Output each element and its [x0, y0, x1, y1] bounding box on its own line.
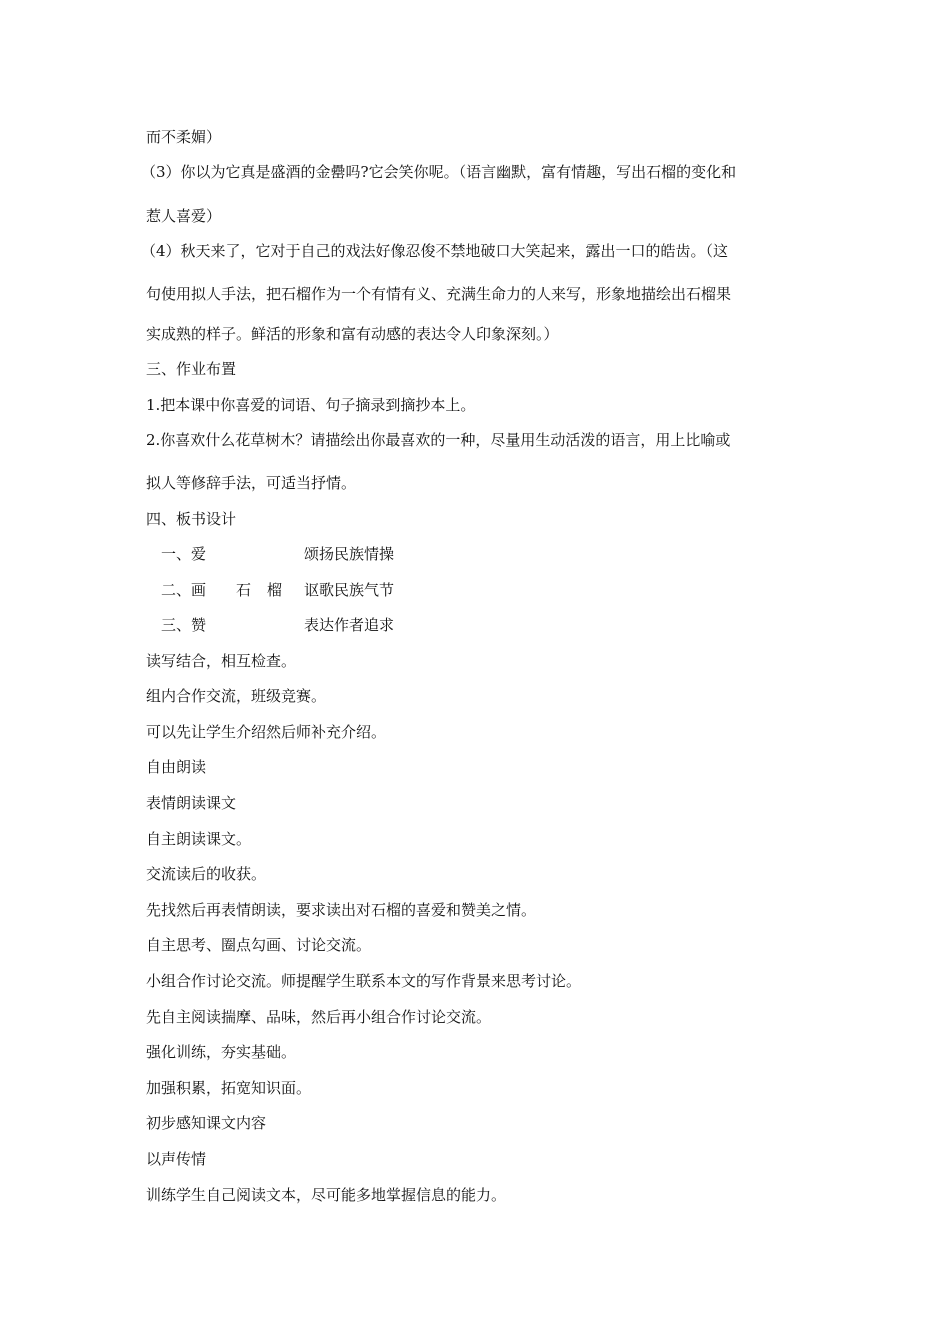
note-line: 表情朗读课文: [146, 794, 237, 812]
note-line: 加强积累，拓宽知识面。: [146, 1079, 312, 1097]
note-line: 先找然后再表情朗读，要求读出对石榴的喜爱和赞美之情。: [146, 901, 537, 919]
section-heading: 三、作业布置: [146, 360, 237, 378]
paragraph-line: （4）秋天来了，它对于自己的戏法好像忍俊不禁地破口大笑起来，露出一口的皓齿。（这: [141, 242, 729, 260]
paragraph-line: （3）你以为它真是盛酒的金罍吗?它会笑你呢。（语言幽默，富有情趣，写出石榴的变化和: [141, 163, 737, 181]
paragraph-line: 而不柔媚）: [146, 128, 222, 146]
note-line: 可以先让学生介绍然后师补充介绍。: [146, 723, 387, 741]
board-row-text: 表达作者追求: [304, 616, 395, 634]
paragraph-line: 实成熟的样子。鲜活的形象和富有动感的表达令人印象深刻。）: [146, 325, 559, 343]
note-line: 强化训练，夯实基础。: [146, 1043, 297, 1061]
note-line: 读写结合，相互检查。: [146, 652, 297, 670]
note-line: 自由朗读: [146, 758, 207, 776]
board-row-text: 颂扬民族情操: [304, 545, 395, 563]
note-line: 初步感知课文内容: [146, 1114, 267, 1132]
note-line: 以声传情: [146, 1150, 207, 1168]
paragraph-line: 拟人等修辞手法，可适当抒情。: [146, 474, 357, 492]
board-row-number: 三、赞: [161, 616, 207, 634]
paragraph-line: 句使用拟人手法，把石榴作为一个有情有义、充满生命力的人来写，形象地描绘出石榴果: [146, 285, 732, 303]
note-line: 自主朗读课文。: [146, 830, 252, 848]
paragraph-line: 惹人喜爱）: [146, 207, 222, 225]
board-row-text: 讴歌民族气节: [304, 581, 395, 599]
board-row: [146, 580, 446, 600]
note-line: 交流读后的收获。: [146, 865, 267, 883]
note-line: 组内合作交流，班级竞赛。: [146, 687, 327, 705]
note-line: 先自主阅读揣摩、品味，然后再小组合作讨论交流。: [146, 1008, 492, 1026]
note-line: 训练学生自己阅读文本，尽可能多地掌握信息的能力。: [146, 1186, 507, 1204]
note-line: 小组合作讨论交流。师提醒学生联系本文的写作背景来思考讨论。: [146, 972, 582, 990]
paragraph-line: 2.你喜欢什么花草树木？请描绘出你最喜欢的一种，尽量用生动活泼的语言，用上比喻或: [146, 431, 731, 449]
board-row-center: 石榴: [236, 581, 299, 599]
board-row-number: 一、爱: [161, 545, 207, 563]
note-line: 自主思考、圈点勾画、讨论交流。: [146, 936, 372, 954]
board-row: [146, 544, 446, 564]
board-row: [146, 615, 446, 635]
section-heading: 四、板书设计: [146, 510, 237, 528]
board-row-number: 二、画: [161, 581, 207, 599]
paragraph-line: 1.把本课中你喜爱的词语、句子摘录到摘抄本上。: [146, 396, 476, 414]
